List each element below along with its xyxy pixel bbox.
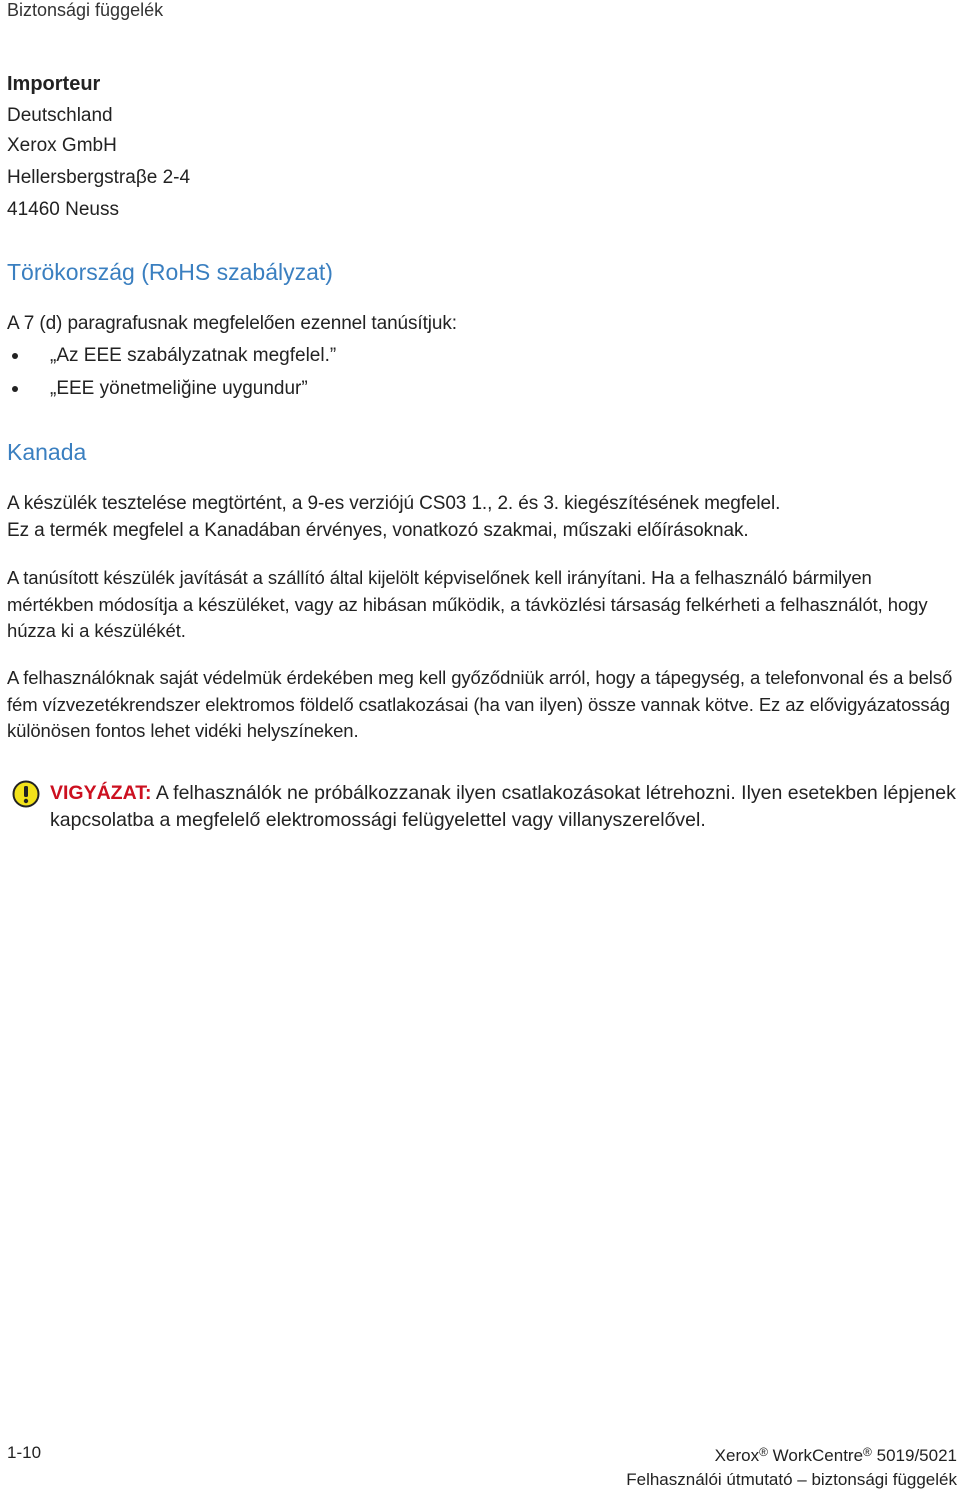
importer-block <box>7 69 956 225</box>
registered-mark-icon: ® <box>759 1445 768 1459</box>
footer-product-line <box>626 1444 957 1468</box>
list-item <box>7 339 956 372</box>
footer-product-name: WorkCentre <box>772 1446 864 1465</box>
registered-mark-icon: ® <box>863 1445 872 1459</box>
warning-body: A felhasználók ne próbálkozzanak ilyen csatlakozásokat létrehozni. Ilyen esetekben lépjenek kapcsolatba a megfelelő elektromossági felügyelettel vagy villanyszerelővel. <box>50 782 956 831</box>
warning-exclamation-icon <box>12 780 40 808</box>
warning-text <box>50 780 958 834</box>
list-item-text: „EEE yönetmeliğine uygundur” <box>50 378 308 399</box>
canada-heading: Kanada <box>7 439 87 465</box>
page-number: 1-10 <box>7 1443 42 1462</box>
bullet-icon <box>12 353 18 359</box>
importer-city: 41460 Neuss <box>7 199 119 220</box>
canada-para-1 <box>7 491 958 544</box>
importer-company: Xerox GmbH <box>7 135 117 156</box>
footer-brand: Xerox <box>714 1446 760 1465</box>
running-header: Biztonsági függelék <box>7 0 164 20</box>
importer-country: Deutschland <box>7 105 113 126</box>
turkey-heading: Törökország (RoHS szabályzat) <box>7 259 333 285</box>
canada-para-1-line-1: A készülék tesztelése megtörtént, a 9-es verziójú CS03 1., 2. és 3. kiegészítésének megfelel. <box>7 493 781 514</box>
warning-label: VIGYÁZAT: <box>50 782 152 804</box>
footer-product <box>626 1444 957 1492</box>
canada-para-1-line-2: Ez a termék megfelel a Kanadában érvényes, vonatkozó szakmai, műszaki előírásoknak. <box>7 519 749 541</box>
list-item-text: „Az EEE szabályzatnak megfelel.” <box>50 345 337 366</box>
bullet-icon <box>12 386 18 392</box>
canada-para-2: A tanúsított készülék javítását a szállító által kijelölt képviselőnek kell irányítani. Ha a felhasználó bármilyen mértékben módosítja a készüléket, vagy az hibásan működik, a távközlési társaság felkérheti a felhasználót, hogy húzza ki a készülékét. <box>7 567 928 641</box>
canada-para-3: A felhasználóknak saját védelmük érdekében meg kell győződniük arról, hogy a tápegység, a telefonvonal és a belső fém vízvezetékrendszer elektromos földelő csatlakozásai (ha van ilyen) össze vannak kötve. Ez az elővigyázatosság különösen fontos lehet vidéki helyszíneken. <box>7 667 953 741</box>
list-item <box>7 372 956 405</box>
turkey-bullet-list <box>7 339 956 405</box>
importer-title: Importeur <box>7 73 101 95</box>
turkey-intro: A 7 (d) paragrafusnak megfelelően ezennel tanúsítjuk: <box>7 313 457 334</box>
footer-model: 5019/5021 <box>876 1446 957 1465</box>
importer-street: Hellersbergstraβe 2-4 <box>7 167 191 188</box>
footer-guide-title: Felhasználói útmutató – biztonsági függelék <box>626 1470 957 1489</box>
